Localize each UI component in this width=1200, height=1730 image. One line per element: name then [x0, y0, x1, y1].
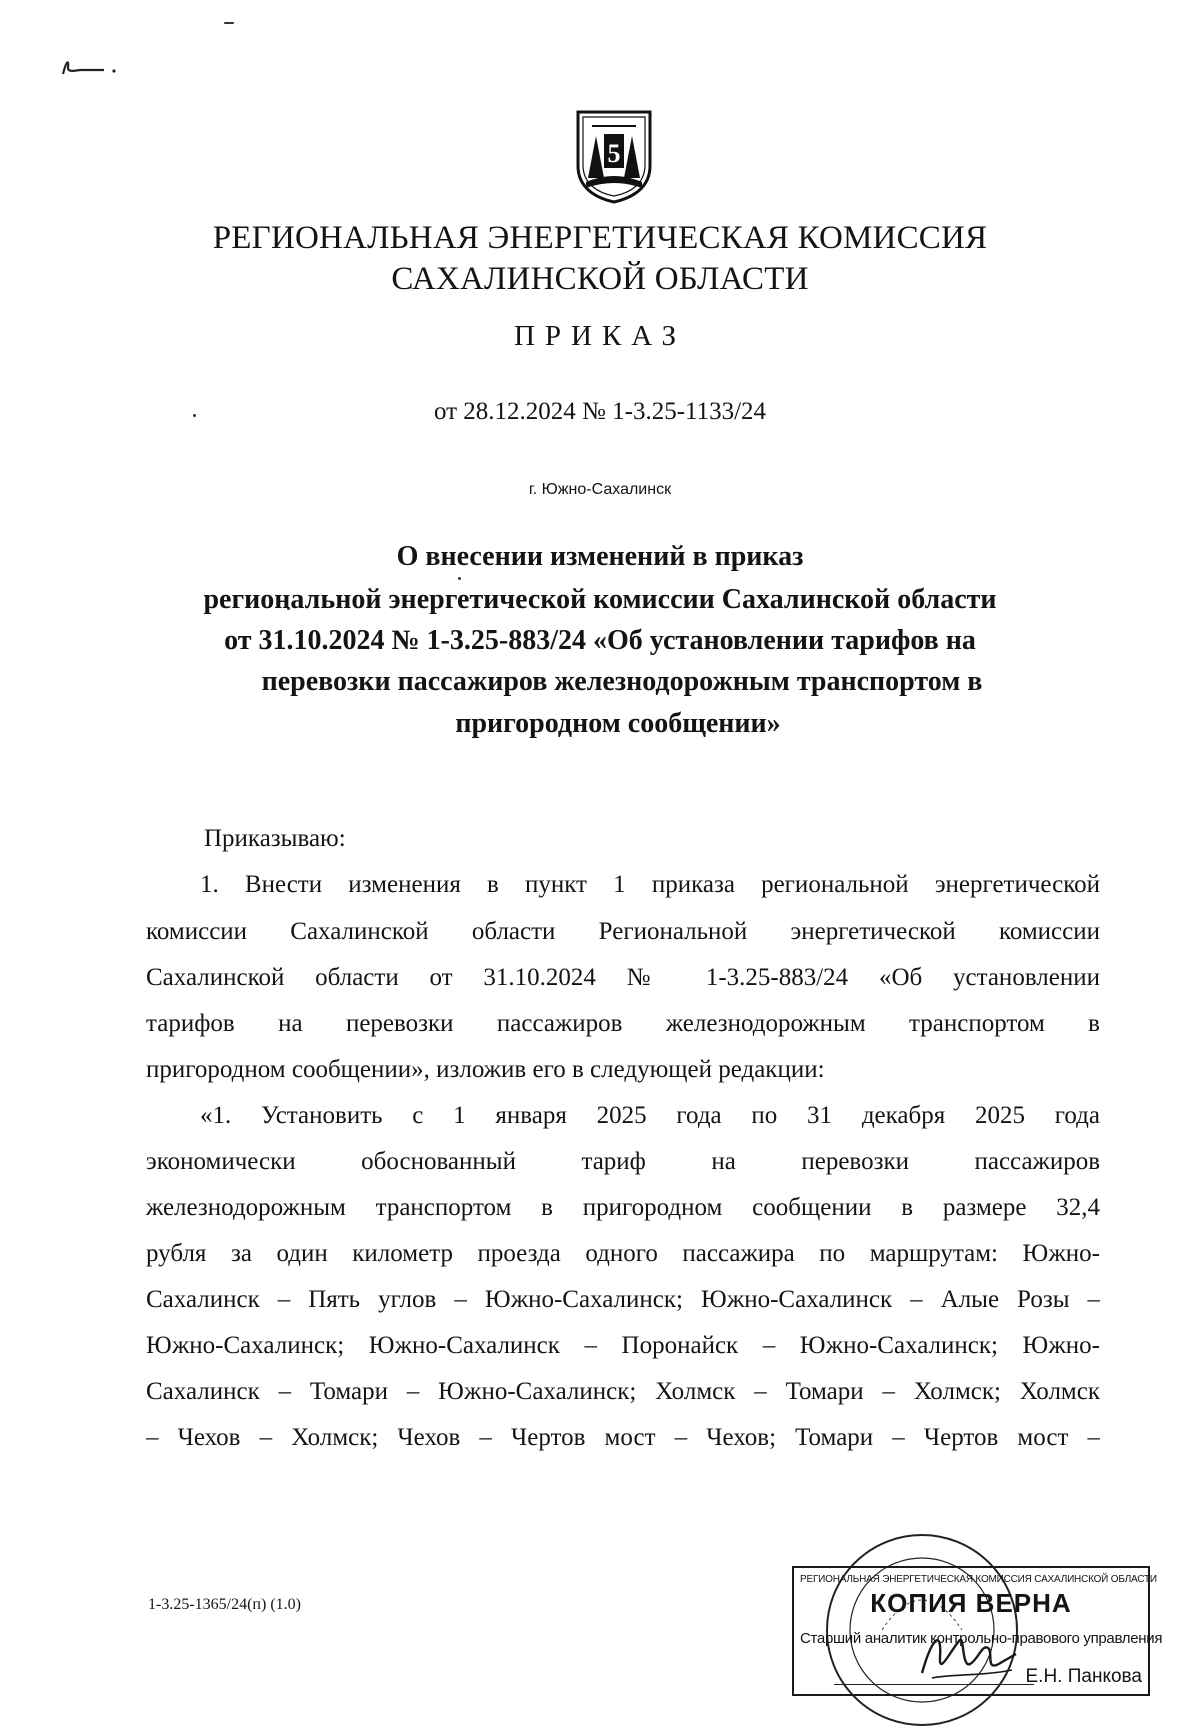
stamp-organization: РЕГИОНАЛЬНАЯ ЭНЕРГЕТИЧЕСКАЯ КОМИССИЯ САХАЛИНСКОЙ ОБЛАСТИ: [800, 1574, 1157, 1585]
body-line: комиссии Сахалинской области Региональной энергетической комиссии: [146, 918, 1100, 945]
body-line: Сахалинской области от 31.10.2024 № 1-3.25-883/24 «Об установлении: [146, 964, 1100, 991]
body-line: Сахалинск – Томари – Южно-Сахалинск; Холмск – Томари – Холмск; Холмск: [146, 1378, 1100, 1405]
body-line: 1. Внести изменения в пункт 1 приказа региональной энергетической: [200, 871, 1100, 898]
stamp-position: Старший аналитик контрольно-правового управления: [800, 1630, 1163, 1647]
title-line: О внесении изменений в приказ: [396, 541, 804, 572]
title-line: перевозки пассажиров железнодорожным транспортом в: [261, 666, 983, 697]
body-line: – Чехов – Холмск; Чехов – Чертов мост – Чехов; Томари – Чертов мост –: [146, 1424, 1100, 1451]
stamp-name: Е.Н. Панкова: [1025, 1666, 1142, 1687]
body-line: экономически обоснованный тариф на перевозки пассажиров: [146, 1148, 1100, 1175]
document-code: 1-3.25-1365/24(п) (1.0): [148, 1596, 301, 1613]
organization-name: РЕГИОНАЛЬНАЯ ЭНЕРГЕТИЧЕСКАЯ КОМИССИЯ: [212, 220, 988, 256]
title-line: региональной энергетической комиссии Сахалинской области: [203, 584, 997, 615]
body-line: Южно-Сахалинск; Южно-Сахалинск – Поронайск – Южно-Сахалинск; Южно-: [146, 1332, 1100, 1359]
signature-icon: [912, 1618, 1022, 1688]
body-line: Сахалинск – Пять углов – Южно-Сахалинск; Южно-Сахалинск – Алые Розы –: [146, 1286, 1100, 1313]
organization-region: САХАЛИНСКОЙ ОБЛАСТИ: [391, 261, 809, 297]
body-line: тарифов на перевозки пассажиров железнодорожным транспортом в: [146, 1010, 1100, 1037]
scan-speck: [224, 22, 234, 24]
body-intro: Приказываю:: [204, 825, 346, 852]
handwritten-mark: [60, 56, 120, 80]
coat-of-arms-icon: [574, 108, 654, 204]
body-line: рубля за один километр проезда одного пассажира по маршрутам: Южно-: [146, 1240, 1100, 1267]
title-line: пригородном сообщении»: [455, 708, 781, 739]
stamp-certified: КОПИЯ ВЕРНА: [870, 1588, 1072, 1618]
svg-text:5: 5: [607, 139, 621, 168]
body-line: пригородном сообщении», изложив его в следующей редакции:: [146, 1056, 825, 1083]
document-date-number: от 28.12.2024 № 1-3.25-1133/24: [433, 398, 767, 425]
title-line: от 31.10.2024 № 1-3.25-883/24 «Об установлении тарифов на: [224, 625, 976, 656]
document-city: г. Южно-Сахалинск: [528, 481, 672, 498]
body-line: железнодорожным транспортом в пригородном сообщении в размере 32,4: [146, 1194, 1100, 1221]
document-type: ПРИКАЗ: [513, 320, 687, 352]
body-line: «1. Установить с 1 января 2025 года по 31 декабря 2025 года: [200, 1102, 1100, 1129]
